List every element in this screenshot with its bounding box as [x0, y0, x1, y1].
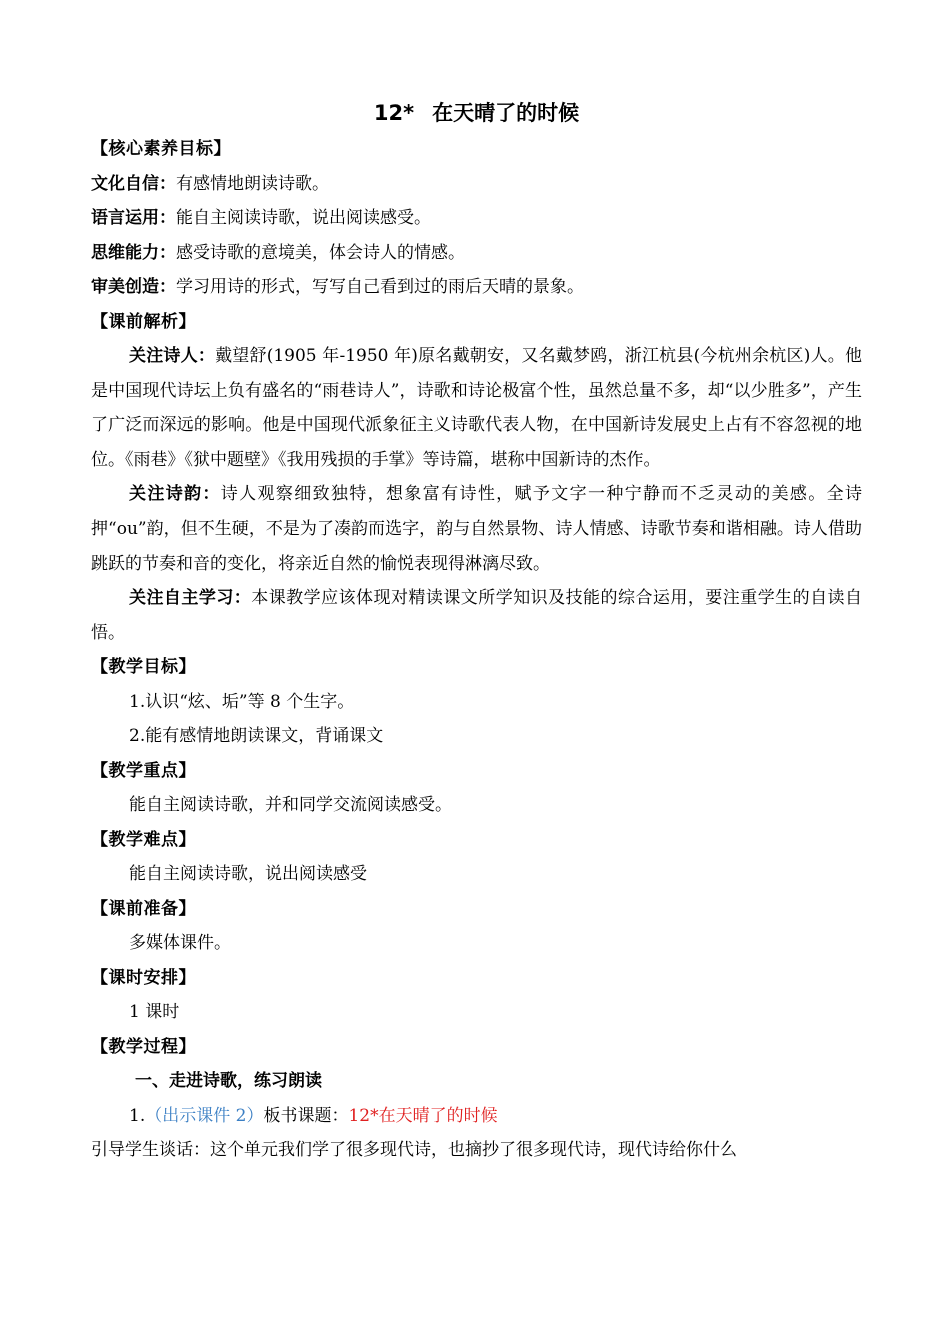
section-heading-pre-analysis: 【课前解析】 — [91, 311, 196, 332]
analysis-paragraph-rhyme — [91, 477, 862, 581]
core-goal-item — [91, 270, 862, 305]
core-goal-text: 感受诗歌的意境美，体会诗人的情感。 — [176, 242, 465, 263]
board-topic: 12*在天晴了的时候 — [348, 1105, 498, 1126]
section-heading-process: 【教学过程】 — [91, 1036, 196, 1057]
analysis-paragraph-poet — [91, 339, 862, 477]
core-goal-label: 思维能力： — [91, 242, 176, 263]
section-heading-schedule: 【课时安排】 — [91, 967, 196, 988]
section-heading-difficulties: 【教学难点】 — [91, 829, 196, 850]
key-points-text: 能自主阅读诗歌，并和同学交流阅读感受。 — [129, 795, 452, 816]
section-heading-key-points: 【教学重点】 — [91, 760, 196, 781]
core-goal-item — [91, 201, 862, 236]
analysis-paragraph-self-study — [91, 581, 862, 650]
step-item-number: 1. — [129, 1105, 146, 1126]
step-item-text: 板书课题： — [263, 1105, 349, 1126]
teaching-goal-item: 2.能有感情地朗读课文，背诵课文 — [129, 726, 384, 747]
analysis-label: 关注诗人： — [129, 346, 216, 366]
section-heading-core-goals: 【核心素养目标】 — [91, 139, 231, 159]
courseware-note: （出示课件 2） — [145, 1105, 264, 1126]
analysis-text: 诗人观察细致独特，想象富有诗性，赋予文字一种宁静而不乏灵动的美感。全诗押“ou”韵，但不生硬，不是为了凑韵而选字，韵与自然景物、诗人情感、诗歌节奏和谐相融。诗人借助跳跃的节奏和音的变化，将亲近自然的愉悦表现得淋漓尽致。 — [91, 484, 863, 574]
teaching-goal-item: 1.认识“炫、垢”等 8 个生字。 — [129, 691, 355, 712]
schedule-text: 1 课时 — [129, 1002, 180, 1023]
core-goal-label: 文化自信： — [91, 173, 176, 194]
analysis-label: 关注诗韵： — [129, 484, 221, 505]
core-goal-text: 能自主阅读诗歌，说出阅读感受。 — [176, 208, 431, 228]
lesson-title: 在天晴了的时候 — [432, 101, 580, 125]
section-heading-teaching-goals: 【教学目标】 — [91, 657, 196, 678]
core-goal-item — [91, 236, 862, 271]
page-title — [91, 96, 862, 130]
analysis-label: 关注自主学习： — [129, 588, 252, 609]
preparation-text: 多媒体课件。 — [129, 933, 231, 954]
difficulties-text: 能自主阅读诗歌，说出阅读感受 — [129, 864, 367, 885]
section-heading-preparation: 【课前准备】 — [91, 898, 196, 919]
guide-text: 引导学生谈话：这个单元我们学了很多现代诗，也摘抄了很多现代诗，现代诗给你什么 — [91, 1140, 737, 1161]
core-goal-label: 审美创造： — [91, 277, 176, 297]
core-goal-label: 语言运用： — [91, 208, 176, 228]
analysis-text: 戴望舒(1905 年-1950 年)原名戴朝安，又名戴梦鸥，浙江杭县(今杭州余杭区)人。他是中国现代诗坛上负有盛名的“雨巷诗人”，诗歌和诗论极富个性，虽然总量不多，却“以少胜多”，产生了广泛而深远的影响。他是中国现代派象征主义诗歌代表人物，在中国新诗发展史上占有不容忽视的地位。《雨巷》《狱中题壁》《我用残损的手掌》等诗篇，堪称中国新诗的杰作。 — [91, 346, 863, 470]
core-goal-item — [91, 167, 862, 202]
process-step-title: 一、走进诗歌，练习朗读 — [135, 1071, 322, 1092]
process-step-item — [91, 1099, 862, 1134]
lesson-number: 12* — [373, 101, 415, 125]
analysis-text: 本课教学应该体现对精读课文所学知识及技能的综合运用，要注重学生的自读自悟。 — [91, 588, 863, 643]
core-goal-text: 学习用诗的形式，写写自己看到过的雨后天晴的景象。 — [176, 277, 584, 297]
core-goal-text: 有感情地朗读诗歌。 — [176, 173, 329, 194]
